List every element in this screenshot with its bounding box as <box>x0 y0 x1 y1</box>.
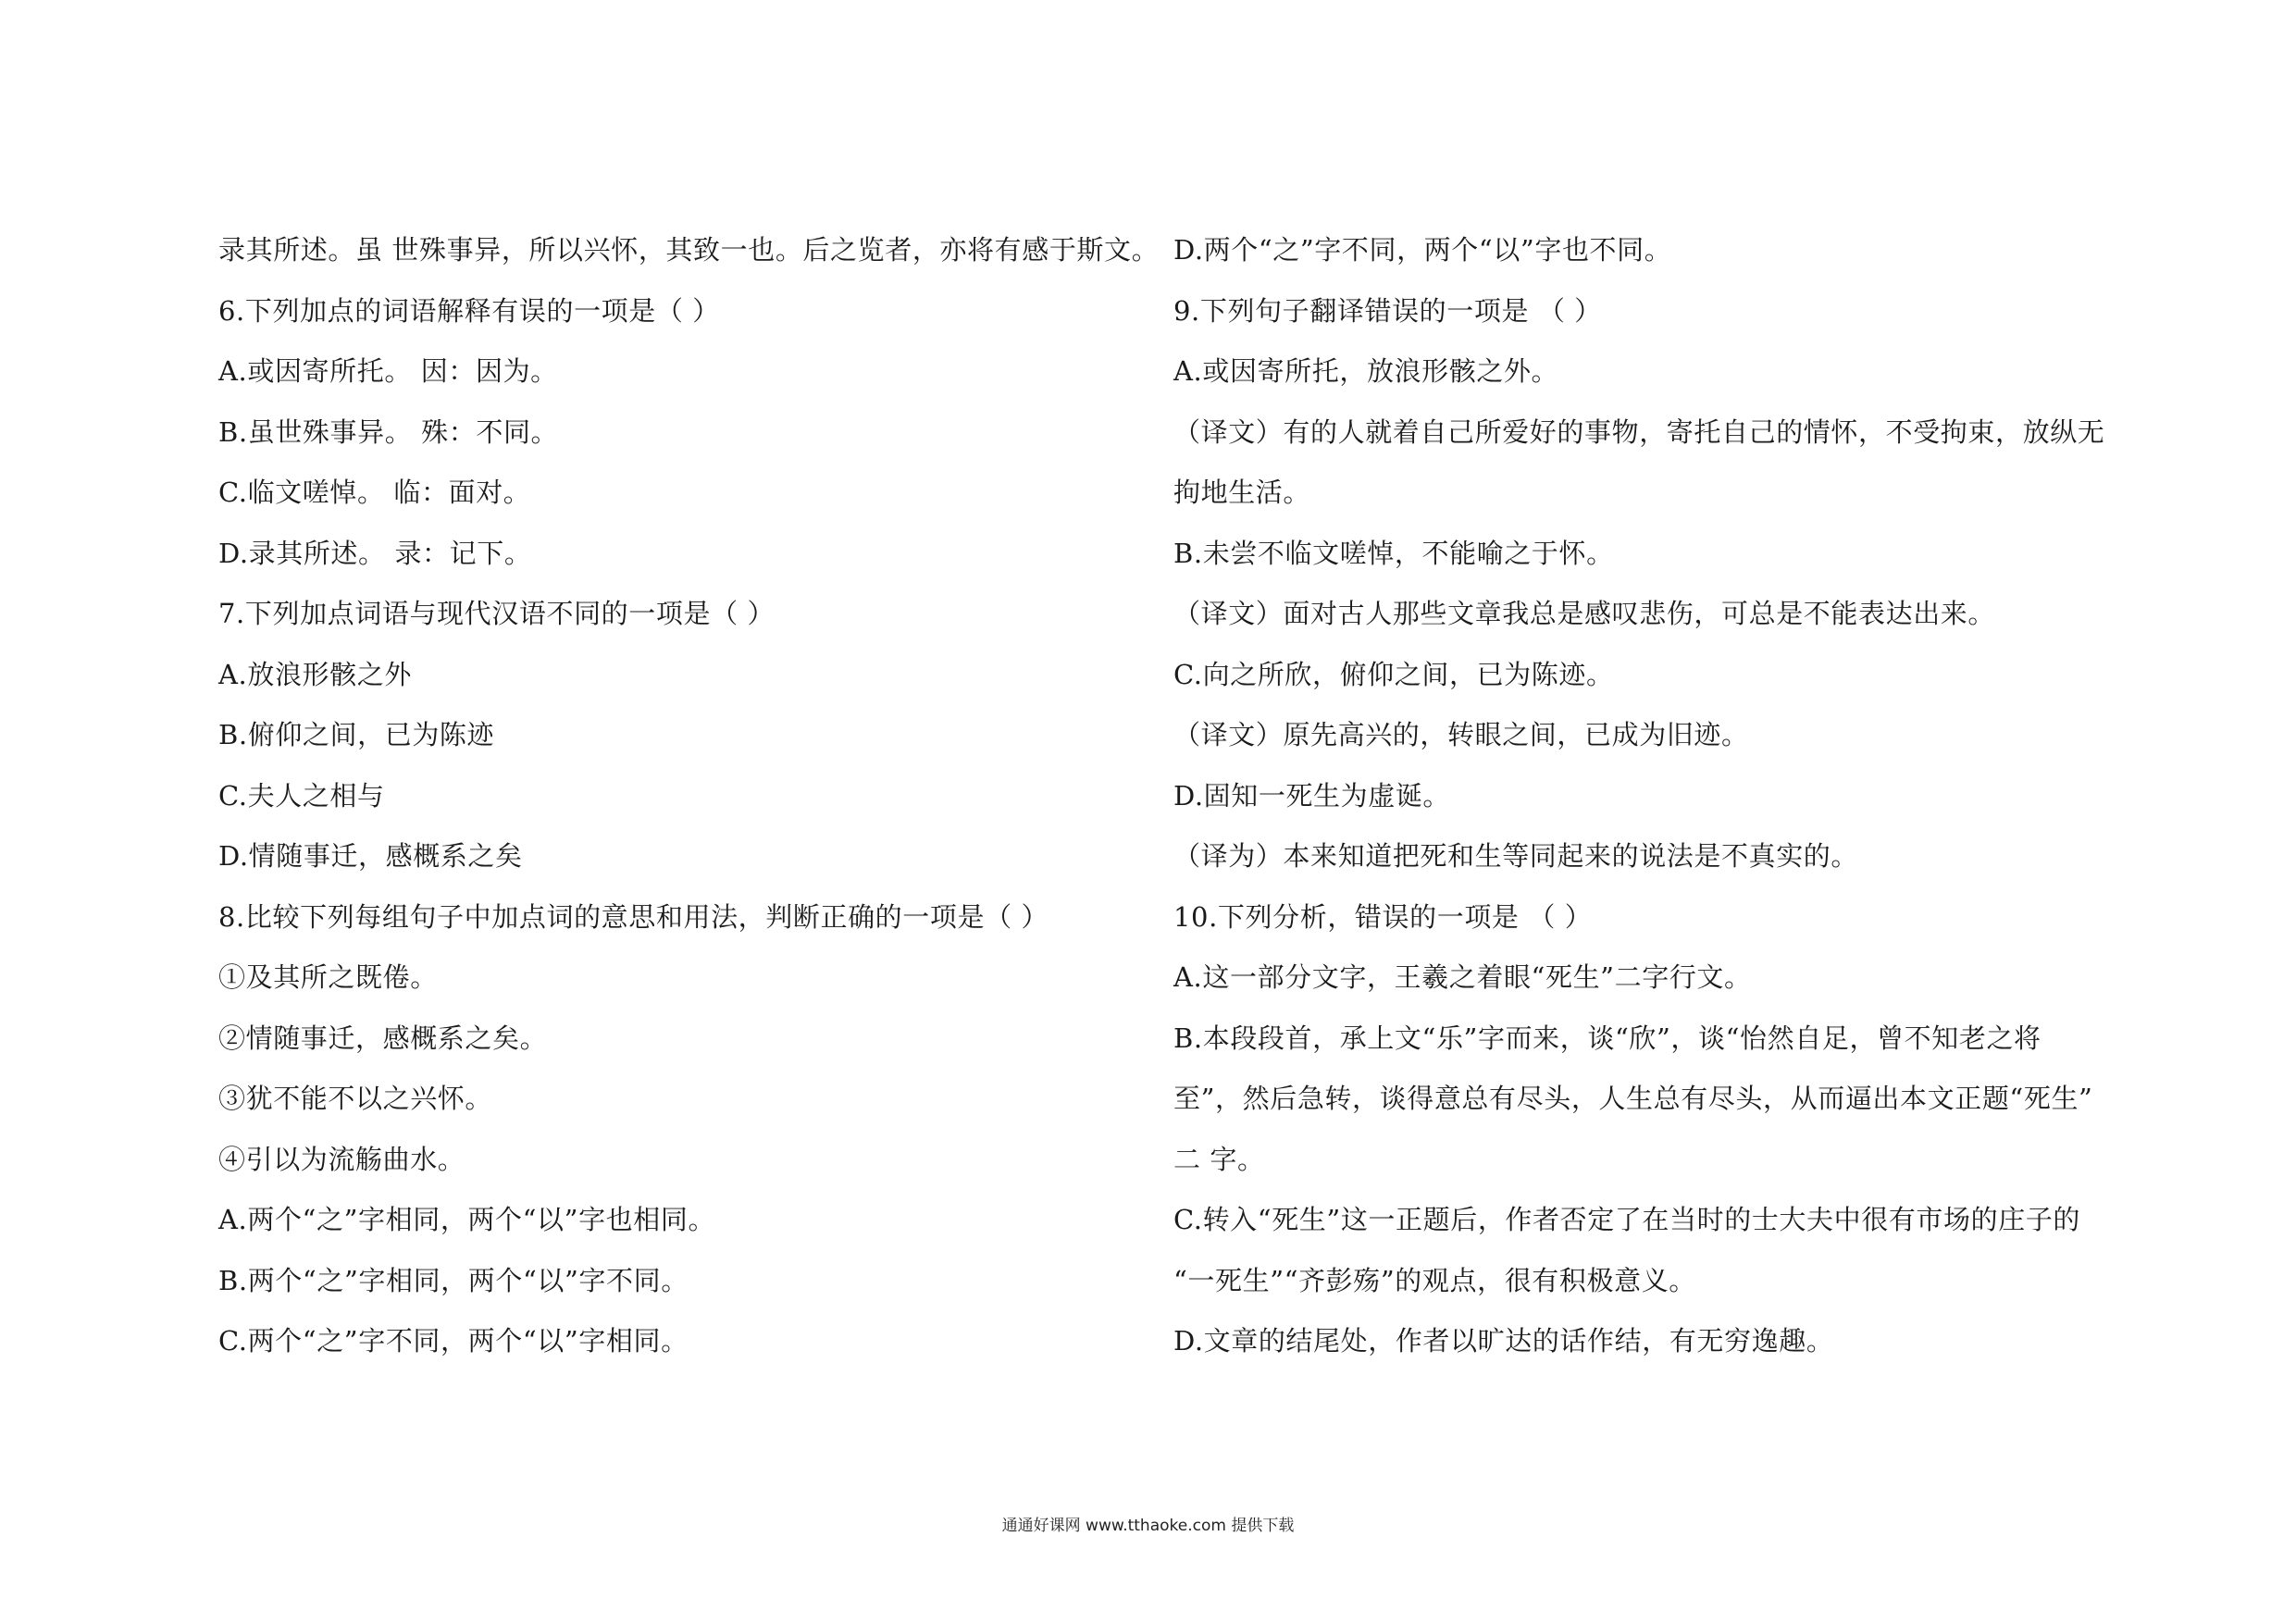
question-7-option-c: C.夫人之相与 <box>218 779 385 812</box>
question-6-option-b: B.虽世殊事异。 殊：不同。 <box>218 415 559 448</box>
page-footer: 通通好课网 www.tthaoke.com 提供下载 <box>1001 1517 1295 1535</box>
question-6-option-c: C.临文嗟悼。 临：面对。 <box>218 477 531 508</box>
question-9-option-a-translation: （译文）有的人就着自己所爱好的事物，寄托自己的情怀，不受拘束，放纵无 <box>1173 415 2105 448</box>
question-8-sentence-4: ④引以为流觞曲水。 <box>218 1143 465 1175</box>
question-6-prompt: 6.下列加点的词语解释有误的一项是（ ） <box>218 294 720 327</box>
question-6-option-a: A.或因寄所托。 因：因为。 <box>218 355 558 387</box>
question-10-option-d: D.文章的结尾处，作者以旷达的话作结，有无穷逸趣。 <box>1173 1325 1834 1357</box>
question-8-sentence-2: ②情随事迁，感概系之矣。 <box>218 1022 548 1054</box>
question-7-option-b: B.俯仰之间，已为陈迹 <box>218 719 495 750</box>
question-8-option-a: A.两个“之”字相同，两个“以”字也相同。 <box>218 1204 716 1235</box>
question-9-option-d-translation: （译为）本来知道把死和生等同起来的说法是不真实的。 <box>1173 840 1859 872</box>
left-column <box>218 224 1160 1376</box>
question-7-option-d: D.情随事迁，感概系之矣 <box>218 840 523 872</box>
question-7-option-a: A.放浪形骸之外 <box>218 658 412 690</box>
question-8-option-b: B.两个“之”字相同，两个“以”字不同。 <box>218 1264 689 1296</box>
question-9-option-b-translation: （译文）面对古人那些文章我总是感叹悲伤，可总是不能表达出来。 <box>1173 598 1996 629</box>
question-10-option-a: A.这一部分文字，王羲之着眼“死生”二字行文。 <box>1173 961 1752 993</box>
question-10-option-c-cont: “一死生”“齐彭殇”的观点，很有积极意义。 <box>1173 1264 1696 1296</box>
question-10-prompt: 10.下列分析，错误的一项是 （ ） <box>1173 900 1593 933</box>
question-8-option-d: D.两个“之”字不同，两个“以”字也不同。 <box>1173 234 1672 266</box>
question-10-option-b: B.本段段首，承上文“乐”字而来，谈“欣”，谈“怡然自足，曾不知老之将 <box>1173 1022 2042 1054</box>
question-9-option-c: C.向之所欣，俯仰之间，已为陈迹。 <box>1173 658 1614 690</box>
right-column <box>1173 224 2108 1376</box>
question-9-option-b: B.未尝不临文嗟悼，不能喻之于怀。 <box>1173 537 1614 569</box>
question-9-option-a: A.或因寄所托，放浪形骸之外。 <box>1173 355 1559 387</box>
question-9-option-d: D.固知一死生为虚诞。 <box>1173 779 1451 812</box>
question-8-prompt: 8.比较下列每组句子中加点词的意思和用法，判断正确的一项是（ ） <box>218 900 1049 933</box>
question-7-prompt: 7.下列加点词语与现代汉语不同的一项是（ ） <box>218 598 776 629</box>
question-8-option-c: C.两个“之”字不同，两个“以”字相同。 <box>218 1325 689 1357</box>
question-10-option-c: C.转入“死生”这一正题后，作者否定了在当时的士大夫中很有市场的庄子的 <box>1173 1204 2081 1235</box>
question-8-sentence-1: ①及其所之既倦。 <box>218 961 438 993</box>
question-9-option-a-translation-cont: 拘地生活。 <box>1173 477 1311 508</box>
left-line-1: 录其所述。虽 世殊事异，所以兴怀，其致一也。后之览者，亦将有感于斯文。 <box>218 234 1160 266</box>
question-6-option-d: D.录其所述。 录：记下。 <box>218 537 532 569</box>
question-8-sentence-3: ③犹不能不以之兴怀。 <box>218 1083 493 1114</box>
question-9-option-c-translation: （译文）原先高兴的，转眼之间，已成为旧迹。 <box>1173 719 1749 750</box>
question-9-prompt: 9.下列句子翻译错误的一项是 （ ） <box>1173 294 1602 327</box>
question-10-option-b-cont-1: 至”，然后急转，谈得意总有尽头，人生总有尽头，从而逼出本文正题“死生” <box>1173 1083 2093 1114</box>
question-10-option-b-cont-2: 二 字。 <box>1173 1143 1265 1175</box>
